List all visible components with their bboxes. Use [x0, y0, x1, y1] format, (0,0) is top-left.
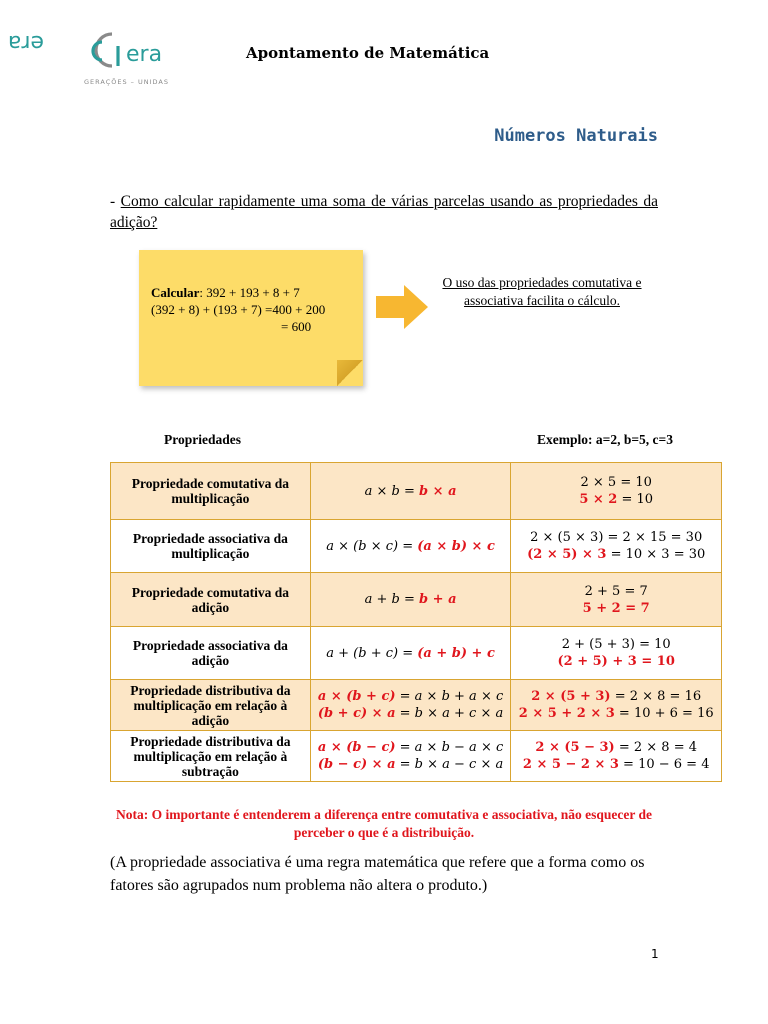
property-formula: a × b = b × a	[310, 463, 511, 520]
question-dash: -	[110, 193, 121, 210]
question-text: Como calcular rapidamente uma soma de várias parcelas usando as propriedades da adição?	[110, 193, 658, 231]
page-title: Números Naturais	[494, 126, 658, 146]
property-formula: a + b = b + a	[310, 573, 511, 627]
properties-table	[110, 462, 722, 782]
property-name: Propriedade comutativa da adição	[111, 573, 311, 627]
sticky-line3: = 600	[281, 319, 312, 334]
property-formula: a × (b + c) = a × b + a × c (b + c) × a = b × a + c × a	[310, 680, 511, 731]
property-example: 2 + (5 + 3) = 10 (2 + 5) + 3 = 10	[511, 627, 722, 680]
table-header-properties: Propriedades	[164, 432, 241, 447]
note: Nota: O importante é entenderem a diferença entre comutativa e associativa, não esquecer de perceber o que é a distribuição.	[116, 807, 652, 840]
question	[110, 191, 658, 233]
property-example: 2 + 5 = 7 5 + 2 = 7	[511, 573, 722, 627]
property-name: Propriedade distributiva da multiplicação em relação à subtração	[111, 731, 311, 782]
sticky-note	[139, 250, 363, 386]
logo-mark-icon	[93, 34, 118, 66]
property-name: Propriedade comutativa da multiplicação	[111, 463, 311, 520]
table-row	[111, 520, 722, 573]
sticky-fold	[337, 360, 363, 386]
page-number: 1	[651, 947, 659, 961]
property-example: 2 × (5 × 3) = 2 × 15 = 30 (2 × 5) × 3 = 10 × 3 = 30	[511, 520, 722, 573]
table-row	[111, 680, 722, 731]
logo-name-right: era	[126, 42, 163, 67]
table-row	[111, 573, 722, 627]
sticky-label: Calcular	[151, 285, 200, 300]
property-example: 2 × 5 = 10 5 × 2 = 10	[511, 463, 722, 520]
property-name: Propriedade associativa da adição	[111, 627, 311, 680]
property-formula: a + (b + c) = (a + b) + c	[310, 627, 511, 680]
document-header: Apontamento de Matemática	[246, 44, 490, 62]
property-formula: a × (b × c) = (a × b) × c	[310, 520, 511, 573]
property-name: Propriedade distributiva da multiplicação em relação à adição	[111, 680, 311, 731]
sticky-note-text	[151, 284, 325, 335]
table-row	[111, 731, 722, 782]
arrow-right-icon	[376, 285, 428, 329]
callout-text: O uso das propriedades comutativa e associativa facilita o cálculo.	[442, 275, 642, 308]
table-row	[111, 627, 722, 680]
sticky-line1: : 392 + 193 + 8 + 7	[199, 285, 300, 300]
logo-tagline: GERAÇÕES – UNIDAS	[84, 78, 169, 86]
sticky-line2: (392 + 8) + (193 + 7) =400 + 200	[151, 302, 326, 317]
logo-name-left: era	[7, 30, 44, 55]
property-example: 2 × (5 − 3) = 2 × 8 = 4 2 × 5 − 2 × 3 = 10 − 6 = 4	[511, 731, 722, 782]
property-example: 2 × (5 + 3) = 2 × 8 = 16 2 × 5 + 2 × 3 = 10 + 6 = 16	[511, 680, 722, 731]
table-row	[111, 463, 722, 520]
table-header-example: Exemplo: a=2, b=5, c=3	[537, 432, 673, 447]
paragraph: (A propriedade associativa é uma regra matemática que refere que a forma como os fatores são agrupados num problema não altera o produto.)	[110, 854, 645, 894]
property-name: Propriedade associativa da multiplicação	[111, 520, 311, 573]
logo	[7, 16, 192, 92]
property-formula: a × (b − c) = a × b − a × c (b − c) × a = b × a − c × a	[310, 731, 511, 782]
